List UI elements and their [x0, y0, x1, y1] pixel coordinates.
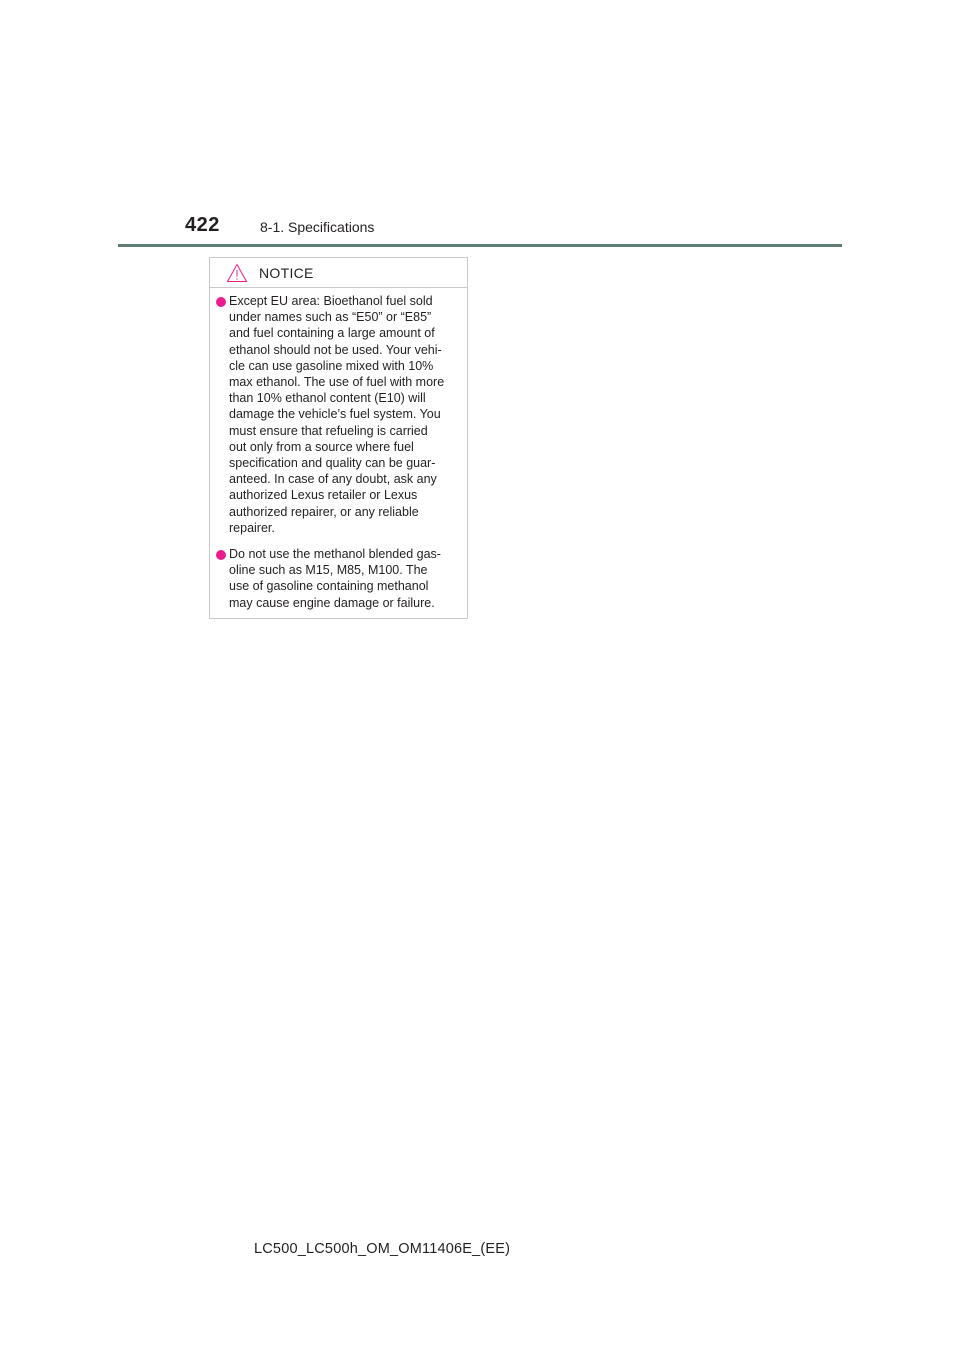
bullet-line: out only from a source where fuel [229, 439, 414, 454]
bullet-line: oline such as M15, M85, M100. The [229, 563, 428, 578]
bullet-line: authorized repairer, or any reliable [229, 504, 419, 519]
notice-header [210, 258, 467, 288]
bullet-line: Except EU area: Bioethanol fuel sold [229, 294, 433, 308]
bullet-line: ethanol should not be used. Your vehi- [229, 342, 442, 357]
bullet-icon [216, 297, 226, 307]
bullet-line: under names such as “E50” or “E85” [229, 310, 432, 325]
bullet-line: use of gasoline containing methanol [229, 579, 429, 594]
bullet-line: must ensure that refueling is carried [229, 423, 428, 438]
header-divider [118, 244, 842, 247]
section-title: 8-1. Specifications [260, 219, 375, 235]
bullet-line: authorized Lexus retailer or Lexus [229, 488, 418, 503]
bullet-line: and fuel containing a large amount of [229, 326, 435, 341]
notice-box [209, 257, 468, 619]
bullet-line: repairer. [229, 520, 275, 535]
bullet-line: cle can use gasoline mixed with 10% [229, 358, 434, 373]
bullet-line: may cause engine damage or failure. [229, 595, 435, 610]
bullet-icon [216, 550, 226, 560]
bullet-line: Do not use the methanol blended gas- [229, 547, 441, 561]
document-code: LC500_LC500h_OM_OM11406E_(EE) [254, 1241, 511, 1257]
page-number: 422 [185, 214, 220, 236]
bullet-line: anteed. In case of any doubt, ask any [229, 472, 437, 487]
bullet-line: specification and quality can be guar- [229, 456, 436, 471]
bullet-line: than 10% ethanol content (E10) will [229, 391, 426, 406]
warning-triangle-icon [226, 263, 248, 283]
bullet-line: max ethanol. The use of fuel with more [229, 375, 445, 390]
bullet-line: damage the vehicle’s fuel system. You [229, 407, 441, 422]
bullet-text [229, 546, 464, 611]
bullet-text [229, 293, 464, 536]
notice-label: NOTICE [259, 265, 314, 281]
